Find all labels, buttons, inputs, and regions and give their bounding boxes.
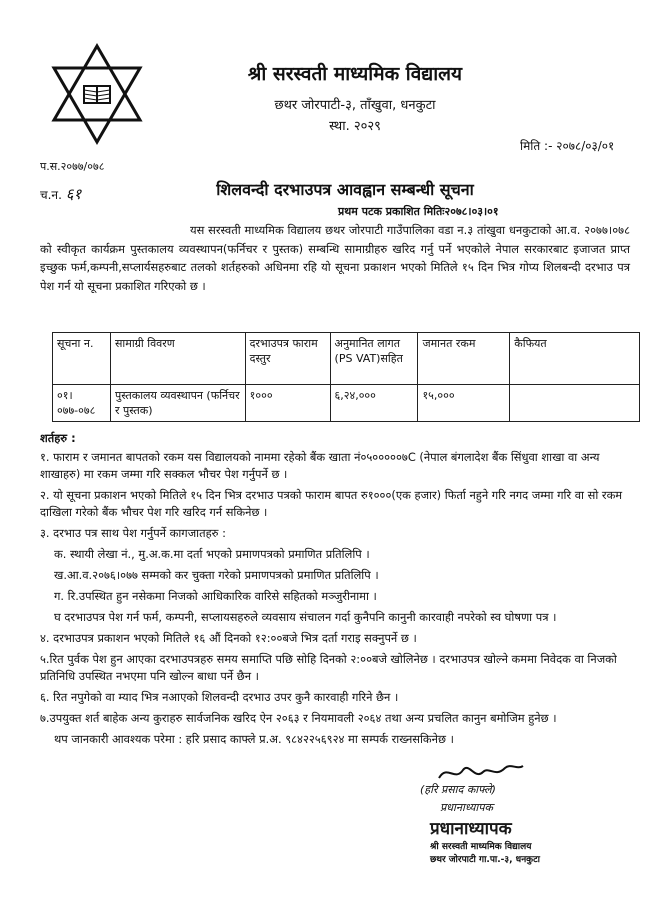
condition-1: १. फाराम र जमानत बापतको रकम यस विद्यालयको नाममा रहेको बैंक खाता नं०५०००००७C (नेपाल बंगलादेश बैंक सिंधुवा शाखा वा अन्य शाखाहरु) मा रकम जम्मा गरि सक्कल भौचर पेश गर्नुपर्ने छ । [40, 450, 600, 481]
dispatch-label: च.न. [40, 188, 62, 202]
condition-3-sub: ख.आ.व.२०७६।०७७ सम्मको कर चुक्ता गरेको प्रमाणपत्रको प्रमाणित प्रतिलिपि । [54, 568, 379, 582]
condition-3: ३. दरभाउ पत्र साथ पेश गर्नुपर्ने कागजातहरु : [40, 526, 226, 540]
table-cell: ०१।०७७-०७८ [53, 385, 111, 422]
condition-4: ४. दरभाउपत्र प्रकाशन भएको मितिले १६ औं दिनको १२:००बजे भित्र दर्ता गराइ सक्नुपर्ने छ । [40, 631, 417, 645]
condition-2: २. यो सूचना प्रकाशन भएको मितिले १५ दिन भित्र दरभाउ पत्रको फाराम बापत रु१०००(एक हजार) फिर्ता नहुने गरि नगद जम्मा गरि वा सो रकम दाखिला गरेको बैंक भौचर पेश गरि खरिद गर्न सकिनेछ । [40, 488, 623, 519]
school-name: श्री सरस्वती माध्यमिक विद्यालय [247, 63, 463, 85]
condition-6: ६. रित नपुगेको वा म्याद भित्र नआएको शिलवन्दी दरभाउ उपर कुनै कारवाही गरिने छैन । [40, 690, 399, 704]
condition-3-sub: ग. रि.उपस्थित हुन नसेकमा निजको आधिकारिक वारिसे सहितको मञ्जुरीनामा । [54, 589, 377, 603]
school-established: स्था. २०२९ [329, 119, 381, 134]
table-cell: पुस्तकालय व्यवस्थापन (फर्निचर र पुस्तक) [110, 385, 245, 422]
column-header: दरभाउपत्र फाराम दस्तुर [245, 333, 330, 385]
school-address: छथर जोरपाटी-३, ताँखुवा, धनकुटा [274, 98, 436, 113]
publish-date-line: प्रथम पटक प्रकाशित मितिः२०७८।०३।०१ [338, 205, 499, 218]
stamp-address: छथर जोरपाटी गा.पा.-३, धनकुटा [430, 855, 540, 865]
dispatch-value: ६१ [65, 185, 82, 203]
table-cell: ६,२४,००० [330, 385, 418, 422]
reference-number: प.स.२०७७/०७८ [40, 160, 105, 173]
table-row [53, 385, 640, 422]
condition-5: ५.रित पुर्वक पेश हुन आएका दरभाउपत्रहरु समय समाप्ति पछि सोहि दिनको २:००बजे खोलिनेछ । दरभाउपत्र खोल्ने कममा निवेदक वा निजको प्रतिनिधि उपस्थित नभएमा पनि खोल्न बाधा पर्ने छैन । [40, 652, 617, 683]
school-logo-icon [45, 42, 149, 150]
table-header-row [53, 333, 640, 385]
office-stamp [430, 816, 590, 865]
intro-paragraph: यस सरस्वती माध्यमिक विद्यालय छथर जोरपाटी गाउँपालिका वडा न.३ तांखुवा धनकुटाको आ.व. २०७७।०७८ को स्वीकृत कार्यक्रम पुस्तकालय व्यवस्थापन(फर्निचर र पुस्तक) सम्बन्धि सामाग्रीहरु खरिद गर्नु पर्ने भएकोले नेपाल सरकारबाट इजाजत प्राप्त इच्छुक फर्म,कम्पनी,सप्लार्यसहरुबाट तलको शर्तहरुको अधिनमा रहि यो सूचना प्रकाशन भएको मितिले १५ दिन भित्र गोप्य शिलबन्दी दरभाउ पत्र पेश गर्न यो सूचना प्रकाशित गरिएको छ । [40, 223, 630, 293]
notice-date: मिति :- २०७८/०३/०१ [520, 139, 615, 153]
table-cell [510, 385, 640, 422]
table-cell: १००० [245, 385, 330, 422]
condition-7: ७.उपयुक्त शर्त बाहेक अन्य कुराहरु सार्वजनिक खरिद ऐन २०६३ र नियमावली २०६४ तथा अन्य प्रचलित कानुन बमोजिम हुनेछ । [40, 711, 557, 725]
signer-title: प्रधानाध्यापक [440, 801, 493, 814]
stamp-title: प्रधानाध्यापक [430, 819, 512, 839]
condition-3-sub: क. स्थायी लेखा नं., मु.अ.क.मा दर्ता भएको प्रमाणपत्रको प्रमाणित प्रतिलिपि । [54, 547, 370, 561]
notice-title: शिलवन्दी दरभाउपत्र आवह्वान सम्बन्धी सूचना [216, 180, 474, 199]
conditions-heading: शर्तहरु : [40, 431, 76, 445]
stamp-school: श्री सरस्वती माध्यमिक विद्यालय [430, 842, 532, 852]
items-table [52, 332, 640, 422]
condition-3-sub: घ दरभाउपत्र पेश गर्न फर्म, कम्पनी, सप्लायसहरुले व्यवसाय संचालन गर्दा कुनैपनि कानुनी कारवाही नपरेको स्व घोषणा पत्र । [54, 610, 557, 624]
conditions-section [40, 430, 630, 752]
column-header: अनुमानित लागत (PS VAT)सहित [330, 333, 418, 385]
dispatch-number [40, 184, 81, 204]
column-header: जमानत रकम [418, 333, 510, 385]
column-header: कैफियत [510, 333, 640, 385]
contact-line: थप जानकारी आवश्यक परेमा : हरि प्रसाद काफ्ले प्र.अ. ९८४२२५६९२४ मा सम्पर्क राख्नसकिनेछ । [54, 732, 454, 746]
table-cell: १५,००० [418, 385, 510, 422]
signer-name: (हरि प्रसाद काफ्ले) [420, 783, 496, 796]
column-header: सामाग्री विवरण [110, 333, 245, 385]
column-header: सूचना न. [53, 333, 111, 385]
